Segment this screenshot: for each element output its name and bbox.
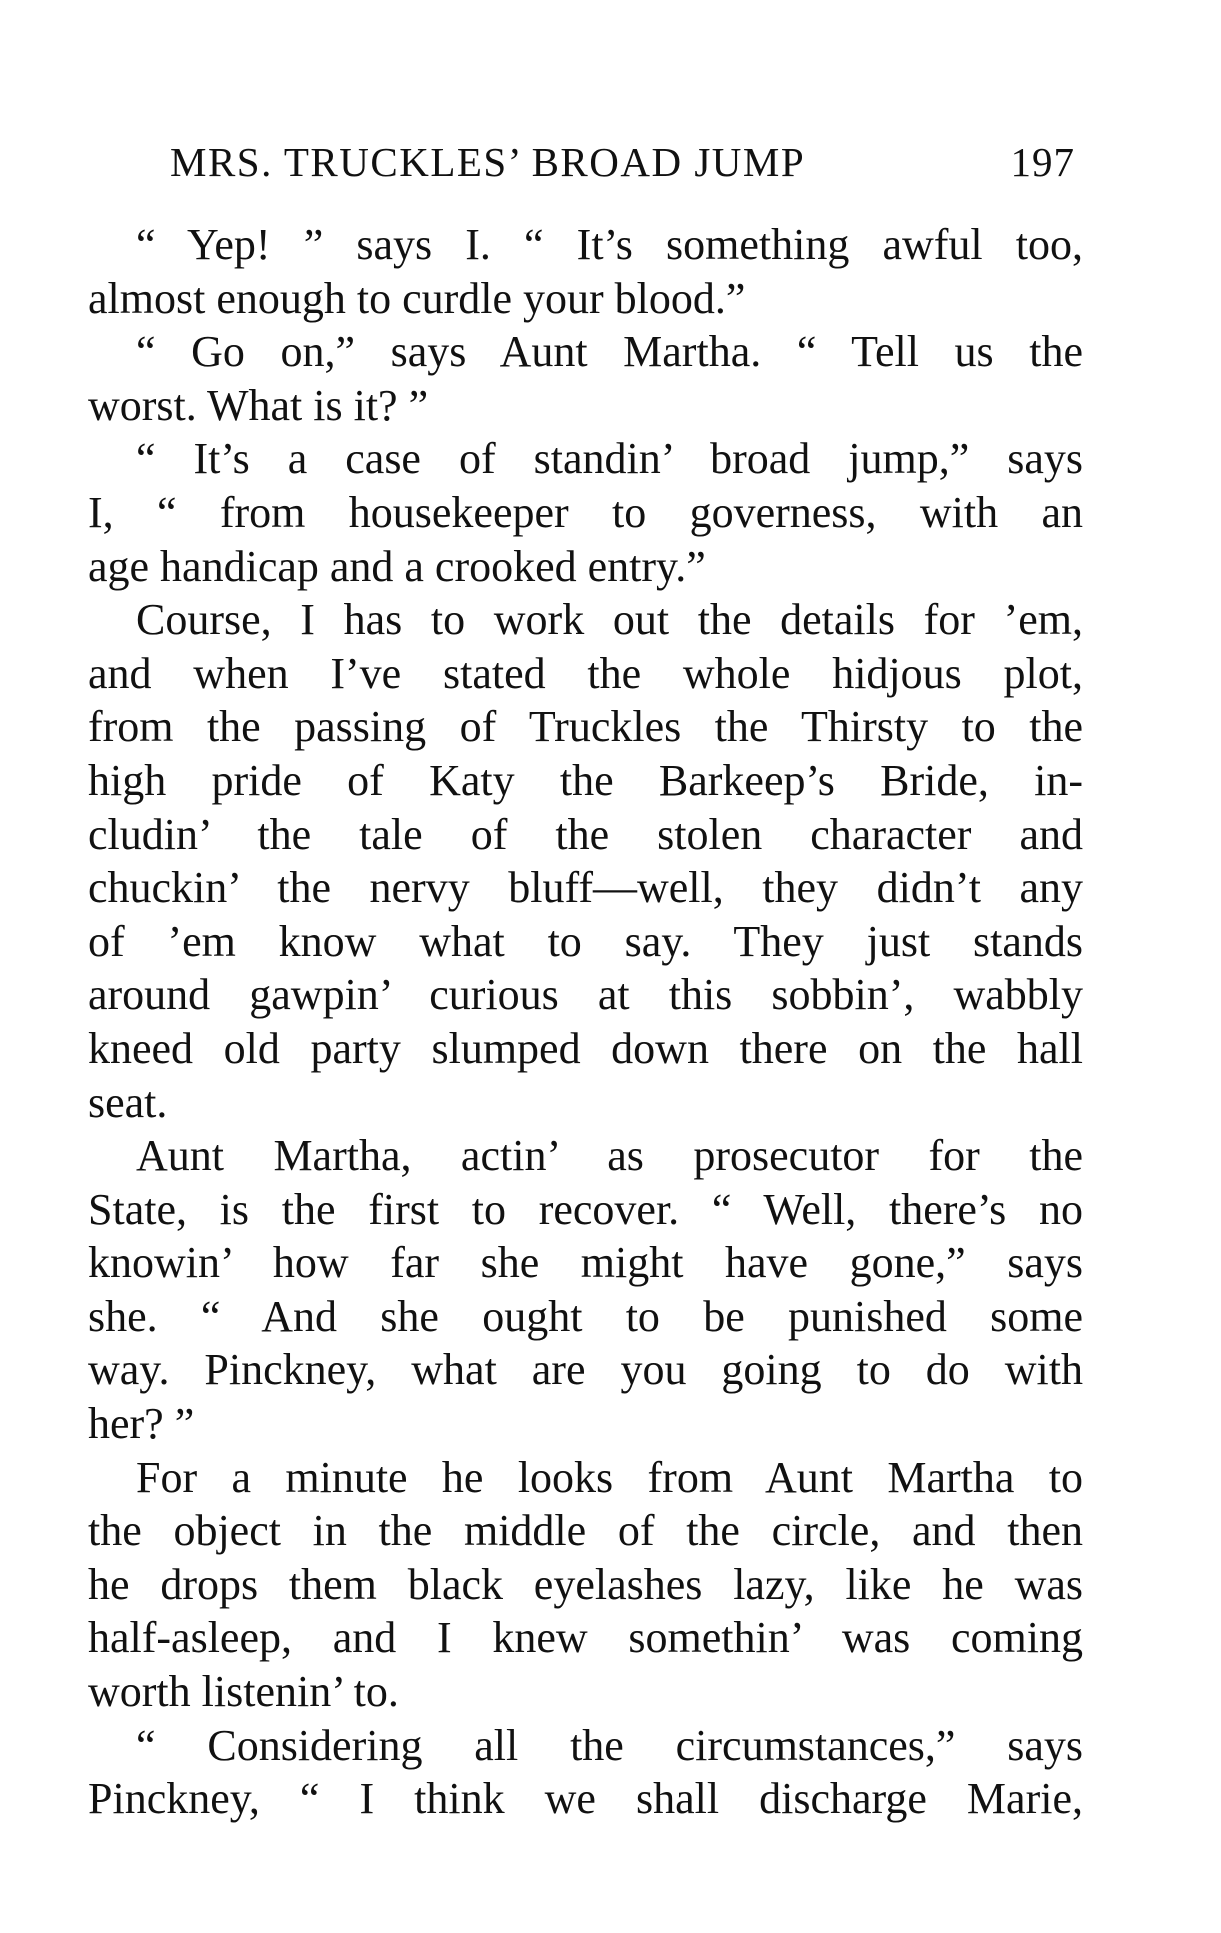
text-line: cludin’ the tale of the stolen character and [88,809,1083,859]
text-line: way. Pinckney, what are you going to do with [88,1345,1083,1395]
text-line: Pinckney, “ I think we shall discharge Marie, [88,1774,1083,1824]
text-line: seat. [88,1077,168,1127]
page-header [170,138,1075,198]
page-body [88,218,1083,1826]
paragraph-1 [88,218,1083,325]
text-line: “ Yep! ” says I. “ It’s something awful too, [136,220,1083,269]
text-line: from the passing of Truckles the Thirsty to the [88,702,1083,752]
paragraph-4 [88,593,1083,1129]
text-line: “ Go on,” says Aunt Martha. “ Tell us the [136,327,1083,377]
paragraph-2 [88,325,1083,432]
text-line: For a minute he looks from Aunt Martha to [136,1452,1083,1502]
text-line: the object in the middle of the circle, and then [88,1506,1083,1556]
text-line: kneed old party slumped down there on the hall [88,1023,1083,1073]
text-line: her? ” [88,1399,195,1449]
running-head: MRS. TRUCKLES’ BROAD JUMP [170,139,806,185]
paragraph-6 [88,1451,1083,1719]
text-line: age handicap and a crooked entry.” [88,541,706,591]
text-line: around gawpin’ curious at this sobbin’, wabbly [88,970,1083,1020]
text-line: and when I’ve stated the whole hidjous plot, [88,648,1083,698]
paragraph-7 [88,1719,1083,1826]
text-line: high pride of Katy the Barkeep’s Bride, in- [88,755,1083,805]
text-line: of ’em know what to say. They just stands [88,916,1083,966]
page-number: 197 [1010,139,1075,185]
text-line: worst. What is it? ” [88,380,429,430]
text-line: almost enough to curdle your blood.” [88,273,746,323]
paragraph-5 [88,1129,1083,1451]
text-line: I, “ from housekeeper to governess, with an [88,487,1083,537]
paragraph-3 [88,432,1083,593]
text-line: knowin’ how far she might have gone,” says [88,1238,1083,1288]
text-line: half-asleep, and I knew somethin’ was coming [88,1613,1083,1663]
text-line: she. “ And she ought to be punished some [88,1291,1083,1341]
text-line: “ It’s a case of standin’ broad jump,” says [136,434,1083,484]
text-line: “ Considering all the circumstances,” says [136,1720,1083,1770]
text-line: Aunt Martha, actin’ as prosecutor for the [136,1131,1083,1181]
text-line: chuckin’ the nervy bluff—well, they didn’t any [88,863,1083,913]
text-line: worth listenin’ to. [88,1667,399,1717]
text-line: he drops them black eyelashes lazy, like he was [88,1559,1083,1609]
text-line: State, is the first to recover. “ Well, there’s no [88,1184,1083,1234]
text-line: Course, I has to work out the details for ’em, [136,595,1083,645]
